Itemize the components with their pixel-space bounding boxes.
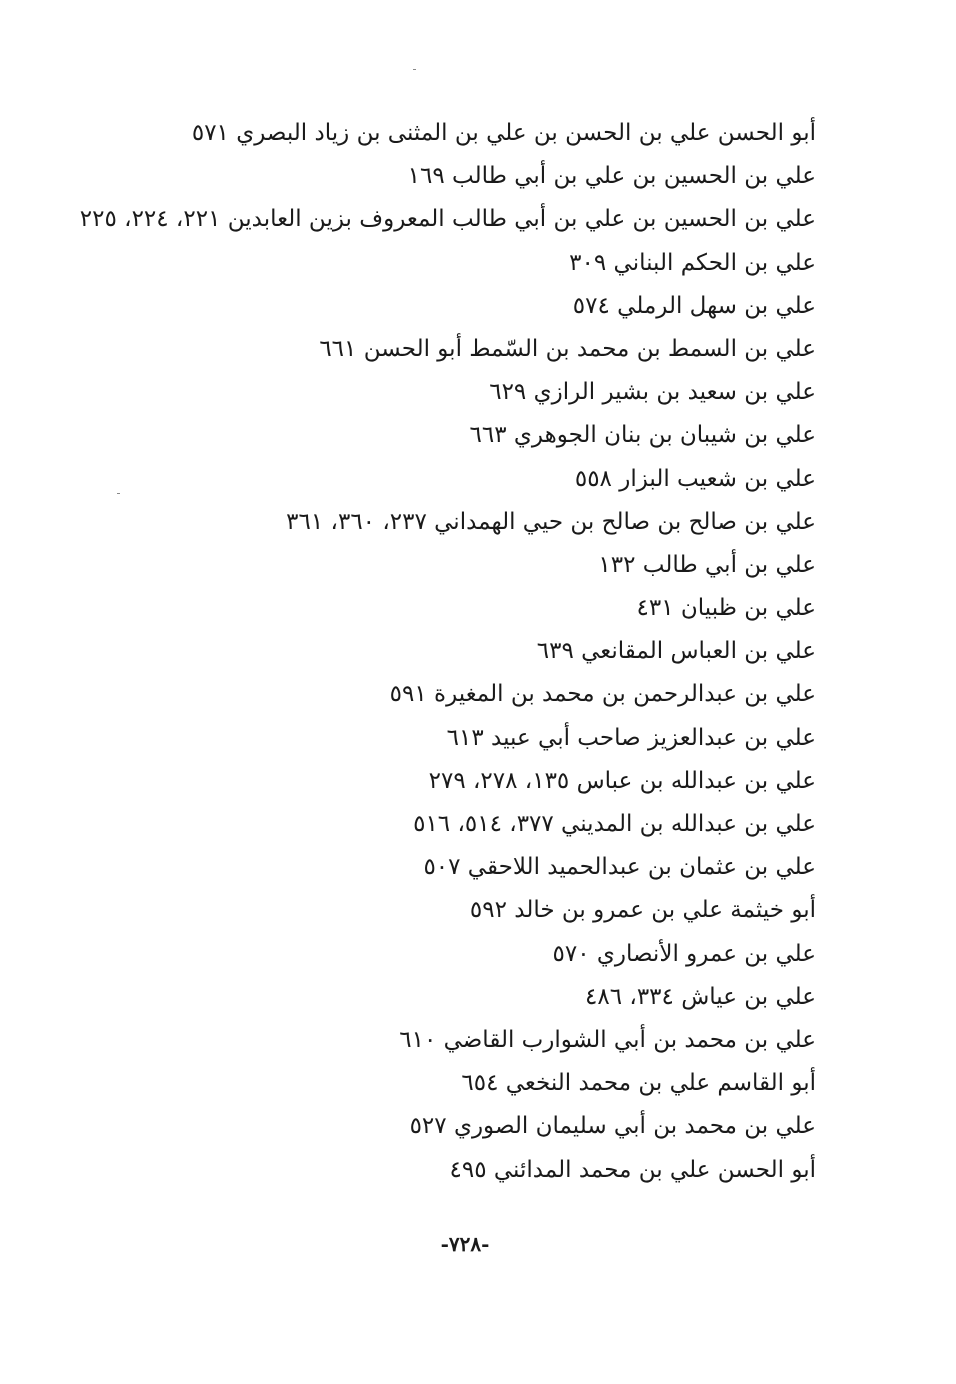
index-entry: علي بن عبدالرحمن بن محمد بن المغيرة ٥٩١ <box>389 681 816 708</box>
scan-speck <box>413 69 416 70</box>
index-entry: أبو خيثمة علي بن عمرو بن خالد ٥٩٢ <box>469 897 816 924</box>
index-entry: علي بن ظبيان ٤٣١ <box>636 595 816 622</box>
index-entry: علي بن عياش ٣٣٤، ٤٨٦ <box>585 983 816 1010</box>
index-entry: علي بن محمد بن أبي الشوارب القاضي ٦١٠ <box>399 1026 816 1053</box>
index-entry: علي بن شيبان بن بنان الجوهري ٦٦٣ <box>469 422 816 449</box>
index-entry: علي بن الحسين بن علي بن أبي طالب ١٦٩ <box>407 163 816 190</box>
index-entry: علي بن الحسين بن علي بن أبي طالب المعروف بزين العابدين ٢٢١، ٢٢٤، ٢٢٥ <box>79 206 816 233</box>
index-entry: علي بن صالح بن صالح بن حيي الهمداني ٢٣٧، ٣٦٠، ٣٦١ <box>286 508 816 535</box>
index-entry: علي بن عبدالعزيز صاحب أبي عبيد ٦١٣ <box>446 724 816 751</box>
index-entry: علي بن عبدالله بن المديني ٣٧٧، ٥١٤، ٥١٦ <box>413 811 816 837</box>
index-entry: علي بن شعيب البزار ٥٥٨ <box>574 465 816 492</box>
index-entry: علي بن سعيد بن بشير الرازي ٦٢٩ <box>489 379 816 406</box>
index-entry: أبو الحسن علي بن الحسن بن علي بن المثنى بن زياد البصري ٥٧١ <box>191 120 816 146</box>
index-entry: أبو الحسن علي بن محمد المدائني ٤٩٥ <box>449 1156 816 1183</box>
name-index-list <box>79 112 816 1192</box>
index-entry: علي بن الحكم البناني ٣٠٩ <box>569 249 816 276</box>
index-entry: علي بن سهل الرملي ٥٧٤ <box>572 292 816 319</box>
index-entry: علي بن السمط بن محمد بن السّمط أبو الحسن ٦٦١ <box>319 335 816 362</box>
page-number: -٧٢٨- <box>440 1232 490 1256</box>
index-entry: علي بن محمد بن أبي سليمان الصوري ٥٢٧ <box>409 1113 816 1140</box>
index-entry: علي بن أبي طالب ١٣٢ <box>598 551 816 578</box>
index-entry: علي بن عبدالله بن عباس ١٣٥، ٢٧٨، ٢٧٩ <box>428 767 816 794</box>
index-entry: علي بن العباس المقانعي ٦٣٩ <box>536 638 816 665</box>
index-entry: أبو القاسم علي بن محمد النخعي ٦٥٤ <box>461 1070 816 1097</box>
index-entry: علي بن عمرو الأنصاري ٥٧٠ <box>552 940 816 967</box>
index-entry: علي بن عثمان بن عبدالحميد اللاحقي ٥٠٧ <box>423 854 816 881</box>
